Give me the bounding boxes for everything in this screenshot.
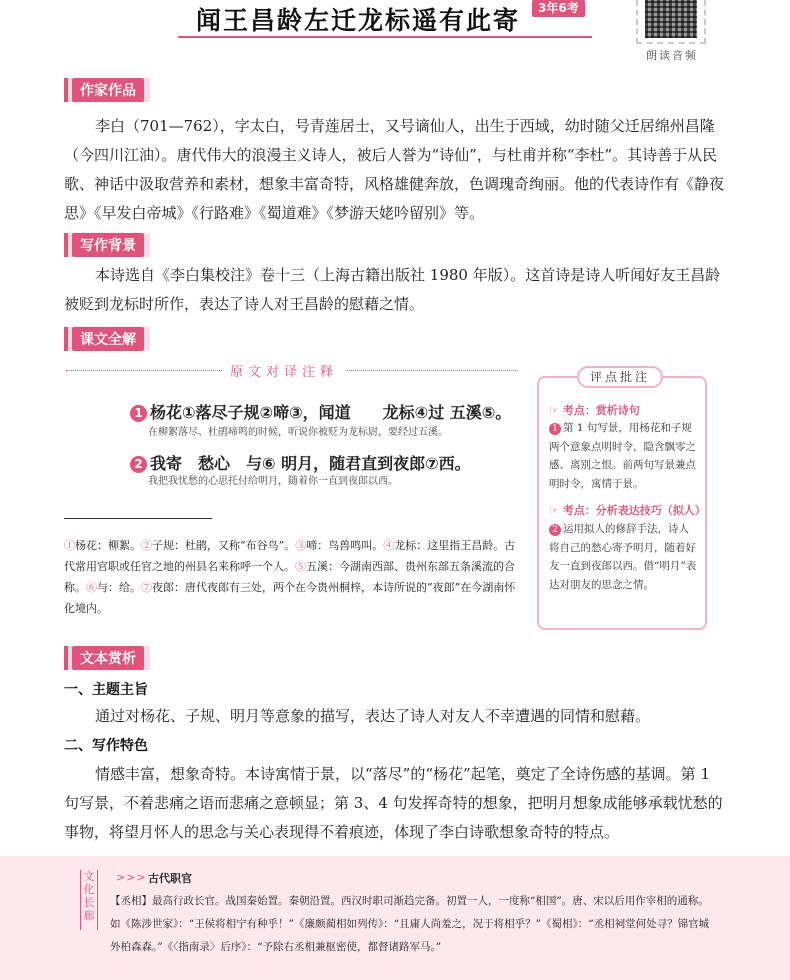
comment-point-2-head bbox=[549, 502, 706, 518]
comment-point-title: 考点：赏析诗句 bbox=[562, 404, 640, 417]
theme-paragraph: 通过对杨花、子规、明月等意象的描写，表达了诗人对友人不幸遭遇的同情和慰藉。 bbox=[95, 707, 651, 725]
note-mark: ③ bbox=[295, 539, 307, 552]
poem-line-text: 杨花①落尽子规②啼③，闻道 龙标④过 五溪⑤。 bbox=[150, 403, 512, 422]
section-full-text-label: 课文全解 bbox=[72, 327, 144, 351]
note-text: 子规：杜鹃，又称“布谷鸟”。 bbox=[152, 539, 296, 552]
annotation-notes bbox=[64, 535, 526, 619]
note-text: 夜郎：唐代夜郎有三处，两个在今贵州桐梓，本诗所说的“夜郎”在今湖南怀化境内。 bbox=[64, 581, 516, 615]
qr-code-icon[interactable] bbox=[645, 0, 697, 38]
poem-line-text: 我寄 愁心 与⑥ 明月，随君直到夜郎⑦西。 bbox=[150, 454, 471, 473]
comment-text: 运用拟人的修辞手法，诗人将自己的愁心寄予明月，随着好友一直到夜郎以西。借“明月”表达对朋友的思念之情。 bbox=[549, 523, 697, 591]
poem-line-2 bbox=[130, 451, 471, 474]
notes-rule bbox=[64, 518, 212, 519]
note-mark: ⑦ bbox=[141, 581, 152, 594]
poem-line-number: 2 bbox=[130, 456, 147, 473]
culture-text: 【丞相】最高行政长官。战国秦始置。秦朝沿置。西汉时职司渐趋完备。初置一人，一度称“相国”。唐、宋以后用作宰相的通称。如《陈涉世家》：“王侯将相宁有种乎！”《廉颇蔺相如列传》：“且庸人尚羞之，况于将相乎？”《蜀相》：“丞相祠堂何处寻？锦官城外柏森森。”《〈指南录〉后序》：“予除右丞相兼枢密使，都督诸路军马。” bbox=[110, 895, 710, 953]
note-text: 啼：鸟兽鸣叫。 bbox=[306, 539, 384, 552]
note-mark: ④ bbox=[383, 539, 395, 552]
comment-point-1-head bbox=[549, 402, 640, 418]
section-appreciation-label: 文本赏析 bbox=[72, 646, 144, 670]
comment-point-2-body bbox=[549, 520, 699, 594]
pointing-hand-icon: ☞ bbox=[549, 404, 559, 417]
poem-line-number: 1 bbox=[130, 405, 147, 422]
section-appreciation bbox=[64, 646, 150, 670]
comment-number: 1 bbox=[549, 423, 561, 435]
poem-translation-1: 在柳絮落尽、杜鹃啼鸣的时候，听说你被贬为龙标尉，要经过五溪。 bbox=[148, 427, 448, 438]
poem-line-1 bbox=[130, 400, 511, 423]
theme-heading: 一、主题主旨 bbox=[64, 682, 148, 698]
note-mark: ② bbox=[141, 539, 152, 552]
pointing-hand-icon: ☞ bbox=[549, 504, 559, 517]
culture-title: 古代职官 bbox=[148, 872, 192, 885]
note-text: 与：给。 bbox=[97, 581, 141, 594]
section-full-text bbox=[64, 327, 150, 351]
translation-subtitle: 原文对译注释 bbox=[222, 361, 346, 380]
exam-frequency-badge: 3年6考 bbox=[532, 0, 585, 17]
note-text: 杨花：柳絮。 bbox=[75, 539, 141, 552]
page-title: 闻王昌龄左迁龙标遥有此寄 bbox=[196, 6, 521, 35]
feature-paragraph: 情感丰富，想象奇特。本诗寓情于景，以“落尽”的“杨花”起笔，奠定了全诗伤感的基调。第 1 句写景，不着悲痛之语而悲痛之意顿显；第 3、4 句发挥奇特的想象，把明月想象成能够承载忧愁的事物，将望月怀人的思念与关心表现得不着痕迹，体现了李白诗歌想象奇特的特点。 bbox=[64, 765, 723, 841]
section-author-label: 作家作品 bbox=[72, 78, 144, 102]
note-text: 龙标：这里指王昌龄。古代常用官职或任官之地的州县名来称呼一个人。 bbox=[64, 539, 516, 573]
note-mark: ⑤ bbox=[295, 560, 306, 573]
comment-text: 第 1 句写景，用杨花和子规两个意象点明时令，隐含飘零之感、离别之恨。前两句写景兼点明时令，寓情于景。 bbox=[549, 422, 696, 490]
audio-label[interactable]: 朗读音频 bbox=[646, 49, 698, 62]
note-text: 五溪：今湖南西部、贵州东部五条溪流的合称。 bbox=[64, 560, 515, 594]
author-paragraph: 李白（701—762），字太白，号青莲居士，又号谪仙人，出生于西域，幼时随父迁居绵州昌隆（今四川江油）。唐代伟大的浪漫主义诗人，被后人誉为“诗仙”，与杜甫并称“李杜”。其诗善于从民歌、神话中汲取营养和素材，想象丰富奇特，风格雄健奔放，色调瑰奇绚丽。他的代表诗作有《静夜思》《早发白帝城》《行路难》《蜀道难》《梦游天姥吟留别》等。 bbox=[64, 117, 725, 222]
comment-panel-title: 评点批注 bbox=[577, 366, 663, 388]
comment-number: 2 bbox=[549, 524, 561, 536]
note-mark: ① bbox=[64, 539, 75, 552]
background-paragraph: 本诗选自《李白集校注》卷十三（上海古籍出版社 1980 年版）。这首诗是诗人听闻好友王昌龄被贬到龙标时所作，表达了诗人对王昌龄的慰藉之情。 bbox=[64, 266, 721, 313]
section-background-label: 写作背景 bbox=[72, 233, 144, 257]
comment-point-1-body bbox=[549, 419, 699, 493]
poem-translation-2: 我把我忧愁的心思托付给明月，随着你一直到夜郎以西。 bbox=[148, 476, 398, 487]
section-author bbox=[64, 78, 150, 102]
comment-point-title: 考点：分析表达技巧（拟人） bbox=[562, 504, 706, 517]
feature-heading: 二、写作特色 bbox=[64, 738, 148, 754]
chevrons-icon: >>> bbox=[116, 871, 147, 884]
section-background bbox=[64, 233, 150, 257]
culture-tag: 文化长廊 bbox=[80, 870, 98, 930]
note-mark: ⑥ bbox=[86, 581, 97, 594]
